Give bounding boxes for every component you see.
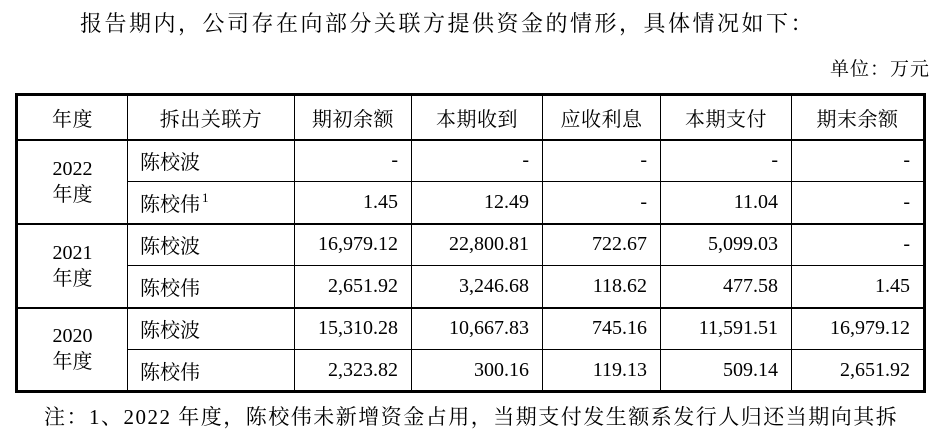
footnote-ref — [200, 233, 202, 248]
header-interest-receivable: 应收利息 — [543, 95, 661, 140]
cell-closing-balance: 1.45 — [792, 266, 925, 308]
footnote-ref — [200, 149, 202, 164]
party-name: 陈校伟 — [140, 277, 200, 300]
table-row — [17, 140, 925, 182]
cell-paid: 477.58 — [661, 266, 792, 308]
cell-interest-receivable: 119.13 — [543, 350, 661, 392]
year-cell-2022 — [17, 140, 128, 224]
cell-interest-receivable: 745.16 — [543, 308, 661, 350]
header-opening-balance: 期初余额 — [295, 95, 412, 140]
cell-opening-balance: - — [295, 140, 412, 182]
footnote-ref — [200, 358, 202, 373]
table-row — [17, 350, 925, 392]
cell-closing-balance: - — [792, 182, 925, 224]
cell-opening-balance: 2,651.92 — [295, 266, 412, 308]
cell-paid: 11,591.51 — [661, 308, 792, 350]
cell-received: 12.49 — [412, 182, 543, 224]
cell-opening-balance: 2,323.82 — [295, 350, 412, 392]
party-name: 陈校波 — [140, 152, 200, 175]
cell-closing-balance: - — [792, 224, 925, 266]
header-paid: 本期支付 — [661, 95, 792, 140]
cell-opening-balance: 16,979.12 — [295, 224, 412, 266]
cell-interest-receivable: 118.62 — [543, 266, 661, 308]
cell-paid: 5,099.03 — [661, 224, 792, 266]
header-received: 本期收到 — [412, 95, 543, 140]
table-row — [17, 224, 925, 266]
header-year: 年度 — [17, 95, 128, 140]
party-name: 陈校波 — [140, 320, 200, 343]
year-suffix: 年度 — [52, 351, 93, 374]
header-closing-balance: 期末余额 — [792, 95, 925, 140]
year-value: 2022 — [52, 157, 93, 180]
party-name: 陈校伟 — [140, 193, 200, 216]
cell-received: 10,667.83 — [412, 308, 543, 350]
cell-paid: 509.14 — [661, 350, 792, 392]
table-row — [17, 266, 925, 308]
party-cell — [128, 350, 295, 392]
year-value: 2021 — [52, 241, 93, 264]
unit-label: 单位：万元 — [829, 59, 930, 80]
cell-received: 3,246.68 — [412, 266, 543, 308]
party-cell — [128, 140, 295, 182]
cell-closing-balance: 2,651.92 — [792, 350, 925, 392]
party-cell — [128, 266, 295, 308]
table-header-row — [17, 95, 925, 140]
footnote-ref — [200, 317, 202, 332]
year-value: 2020 — [52, 325, 93, 348]
footnote-ref: 1 — [202, 190, 209, 206]
cell-received: - — [412, 140, 543, 182]
cell-opening-balance: 15,310.28 — [295, 308, 412, 350]
cell-received: 22,800.81 — [412, 224, 543, 266]
header-related-party: 拆出关联方 — [128, 95, 295, 140]
footnote-ref — [200, 274, 202, 289]
cell-paid: - — [661, 140, 792, 182]
year-cell-2021 — [17, 224, 128, 308]
cell-closing-balance: - — [792, 140, 925, 182]
year-suffix: 年度 — [52, 267, 93, 290]
party-cell — [128, 224, 295, 266]
cell-opening-balance: 1.45 — [295, 182, 412, 224]
cell-interest-receivable: 722.67 — [543, 224, 661, 266]
table-row — [17, 308, 925, 350]
table-row — [17, 182, 925, 224]
cell-interest-receivable: - — [543, 140, 661, 182]
year-suffix: 年度 — [52, 183, 93, 206]
party-name: 陈校伟 — [140, 361, 200, 384]
cell-paid: 11.04 — [661, 182, 792, 224]
party-cell — [128, 182, 295, 224]
party-name: 陈校波 — [140, 236, 200, 259]
cell-interest-receivable: - — [543, 182, 661, 224]
cell-received: 300.16 — [412, 350, 543, 392]
footnote: 注：1、2022 年度，陈校伟未新增资金占用，当期支付发生额系发行人归还当期向其拆 — [44, 405, 899, 429]
related-party-funds-table — [15, 93, 926, 393]
cell-closing-balance: 16,979.12 — [792, 308, 925, 350]
party-cell — [128, 308, 295, 350]
year-cell-2020 — [17, 308, 128, 392]
intro-paragraph: 报告期内，公司存在向部分关联方提供资金的情形，具体情况如下： — [80, 11, 816, 36]
